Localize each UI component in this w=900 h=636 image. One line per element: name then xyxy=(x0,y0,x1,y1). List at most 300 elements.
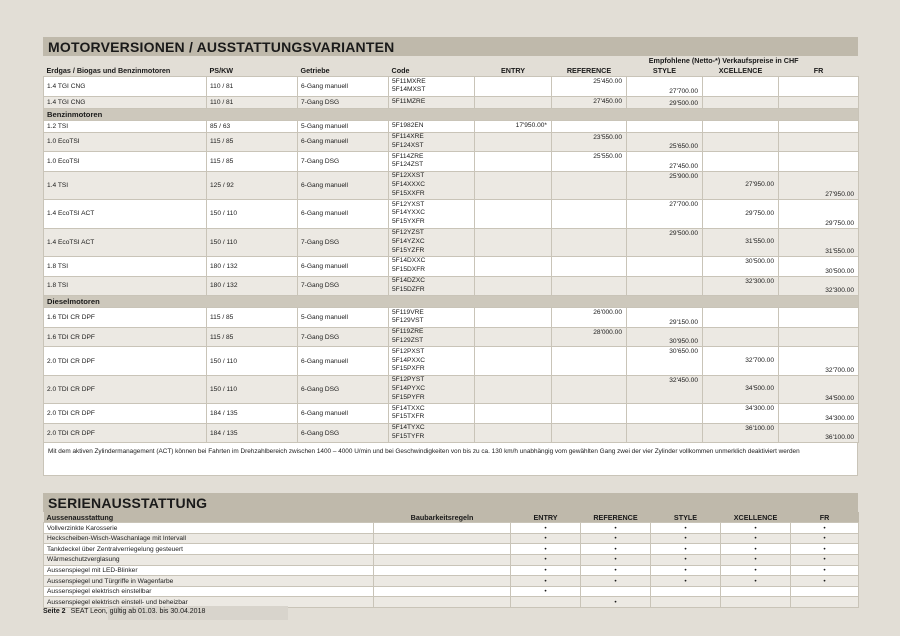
column-header: Erdgas / Biogas und Benzinmotoren xyxy=(44,65,207,77)
model-code: 5F129ZST xyxy=(392,337,424,345)
price-value: 32'700.00 xyxy=(825,366,855,374)
price-xcellence xyxy=(703,132,779,152)
ps-kw: 115 / 85 xyxy=(207,308,298,328)
equipment-row xyxy=(44,533,859,544)
price-reference xyxy=(552,375,627,403)
model-code: 5F114XRE xyxy=(392,133,424,141)
model-code: 5F12PXST xyxy=(392,347,425,355)
code-cell xyxy=(389,77,475,97)
model-code: 5F119VRE xyxy=(392,308,424,316)
column-header: REFERENCE xyxy=(552,65,627,77)
motor-row xyxy=(44,276,859,296)
equipment-rule xyxy=(374,586,511,597)
equipment-column-header: XCELLENCE xyxy=(721,512,791,523)
model-code: 5F14YZXC xyxy=(392,237,425,245)
availability-cell xyxy=(721,586,791,597)
price-fr xyxy=(779,77,859,97)
standard-dot-icon: • xyxy=(614,577,617,585)
equipment-column-header: REFERENCE xyxy=(581,512,651,523)
code-cell xyxy=(389,228,475,256)
price-value: 36'100.00 xyxy=(745,424,774,432)
price-value: 27'700.00 xyxy=(669,87,698,95)
section-title-motorversionen: MOTORVERSIONEN / AUSSTATTUNGSVARIANTEN xyxy=(43,37,858,56)
price-fr xyxy=(779,256,859,276)
price-value: 17'950.00* xyxy=(515,121,547,129)
price-reference xyxy=(552,96,627,108)
column-header: PS/KW xyxy=(207,65,298,77)
footer xyxy=(43,608,205,615)
motor-row xyxy=(44,77,859,97)
ps-kw: 150 / 110 xyxy=(207,200,298,228)
price-xcellence xyxy=(703,308,779,328)
price-value: 27'950.00 xyxy=(825,191,855,199)
motor-row xyxy=(44,228,859,256)
availability-cell xyxy=(791,555,859,566)
price-style xyxy=(627,200,703,228)
group-header-row xyxy=(44,108,859,120)
model-code: 5F14YXXC xyxy=(392,209,425,217)
equipment-row xyxy=(44,523,859,534)
availability-cell xyxy=(511,533,581,544)
motor-name: 1.6 TDI CR DPF xyxy=(44,308,207,328)
availability-cell xyxy=(791,565,859,576)
group-label: Benzinmotoren xyxy=(44,108,859,120)
price-xcellence xyxy=(703,228,779,256)
equipment-rule xyxy=(374,544,511,555)
standard-dot-icon: • xyxy=(684,535,687,543)
price-reference xyxy=(552,327,627,347)
motor-name: 1.2 TSI xyxy=(44,120,207,132)
ps-kw: 125 / 92 xyxy=(207,171,298,199)
price-entry xyxy=(475,347,552,375)
column-header: Getriebe xyxy=(298,65,389,77)
motor-row xyxy=(44,152,859,172)
ps-kw: 115 / 85 xyxy=(207,132,298,152)
model-code: 5F15PYFR xyxy=(392,393,425,401)
price-value: 30'950.00 xyxy=(669,338,698,346)
availability-cell xyxy=(721,555,791,566)
price-value: 27'450.00 xyxy=(669,162,698,170)
price-fr xyxy=(779,96,859,108)
equipment-row xyxy=(44,586,859,597)
price-entry xyxy=(475,96,552,108)
availability-cell xyxy=(791,533,859,544)
price-value: 25'450.00 xyxy=(593,78,622,85)
standard-dot-icon: • xyxy=(754,577,757,585)
ps-kw: 184 / 135 xyxy=(207,423,298,443)
model-code: 5F15TXFR xyxy=(392,413,425,421)
motor-name: 2.0 TDI CR DPF xyxy=(44,404,207,424)
equipment-column-header: STYLE xyxy=(651,512,721,523)
price-style xyxy=(627,327,703,347)
standard-dot-icon: • xyxy=(684,545,687,553)
group-header-row xyxy=(44,296,859,308)
price-fr xyxy=(779,423,859,443)
code-cell xyxy=(389,276,475,296)
availability-cell xyxy=(721,533,791,544)
price-xcellence xyxy=(703,96,779,108)
price-value: 27'700.00 xyxy=(669,201,698,209)
price-reference xyxy=(552,152,627,172)
standard-dot-icon: • xyxy=(823,545,826,553)
price-value: 30'500.00 xyxy=(745,257,774,265)
price-fr xyxy=(779,308,859,328)
standard-dot-icon: • xyxy=(684,577,687,585)
code-cell xyxy=(389,308,475,328)
equipment-column-header: Baubarkeitsregeln xyxy=(374,512,511,523)
code-cell xyxy=(389,256,475,276)
ps-kw: 150 / 110 xyxy=(207,347,298,375)
standard-dot-icon: • xyxy=(614,524,617,532)
standard-dot-icon: • xyxy=(544,566,547,574)
standard-dot-icon: • xyxy=(823,556,826,564)
price-reference xyxy=(552,171,627,199)
motor-price-table xyxy=(43,56,859,443)
price-entry xyxy=(475,375,552,403)
model-code: 5F14PXXC xyxy=(392,356,425,364)
equipment-label: Wärmeschutzverglasung xyxy=(44,555,374,566)
price-value: 32'300.00 xyxy=(745,277,774,285)
availability-cell xyxy=(581,597,651,608)
equipment-rule xyxy=(374,523,511,534)
motor-name: 1.4 TGI CNG xyxy=(44,96,207,108)
motor-row xyxy=(44,171,859,199)
price-value: 31'550.00 xyxy=(745,238,774,246)
standard-dot-icon: • xyxy=(823,577,826,585)
availability-cell xyxy=(651,576,721,587)
price-entry xyxy=(475,200,552,228)
getriebe: 6-Gang manuell xyxy=(298,347,389,375)
ps-kw: 150 / 110 xyxy=(207,228,298,256)
availability-cell xyxy=(791,523,859,534)
availability-cell xyxy=(511,576,581,587)
price-value: 32'300.00 xyxy=(825,287,855,295)
price-fr xyxy=(779,152,859,172)
motor-name: 2.0 TDI CR DPF xyxy=(44,375,207,403)
ps-kw: 115 / 85 xyxy=(207,327,298,347)
price-entry xyxy=(475,256,552,276)
motor-row xyxy=(44,404,859,424)
ps-kw: 110 / 81 xyxy=(207,77,298,97)
getriebe: 6-Gang DSG xyxy=(298,423,389,443)
price-value: 25'900.00 xyxy=(669,172,698,180)
availability-cell xyxy=(511,597,581,608)
standard-dot-icon: • xyxy=(754,524,757,532)
price-xcellence xyxy=(703,200,779,228)
model-code: 5F15DZFR xyxy=(392,285,425,293)
price-value: 32'450.00 xyxy=(669,376,698,384)
motor-row xyxy=(44,327,859,347)
motor-name: 1.4 TGI CNG xyxy=(44,77,207,97)
model-code: 5F14DXXC xyxy=(392,257,426,265)
standard-dot-icon: • xyxy=(823,524,826,532)
model-code: 5F12PYST xyxy=(392,376,425,384)
price-style xyxy=(627,256,703,276)
price-value: 23'550.00 xyxy=(593,133,622,141)
model-code: 5F15DXFR xyxy=(392,266,425,274)
page-number: Seite 2 xyxy=(43,608,66,615)
model-code: 5F12YXST xyxy=(392,200,425,208)
model-code: 5F14PYXC xyxy=(392,385,425,393)
getriebe: 6-Gang manuell xyxy=(298,171,389,199)
getriebe: 6-Gang manuell xyxy=(298,200,389,228)
price-fr xyxy=(779,171,859,199)
availability-cell xyxy=(791,576,859,587)
code-cell xyxy=(389,404,475,424)
getriebe: 6-Gang manuell xyxy=(298,132,389,152)
model-code: 5F14MXST xyxy=(392,86,426,94)
motor-row xyxy=(44,132,859,152)
equipment-column-header: ENTRY xyxy=(511,512,581,523)
motor-name: 1.0 EcoTSI xyxy=(44,152,207,172)
column-header: Code xyxy=(389,65,475,77)
price-fr xyxy=(779,375,859,403)
standard-dot-icon: • xyxy=(754,535,757,543)
availability-cell xyxy=(511,586,581,597)
motor-name: 1.8 TSI xyxy=(44,276,207,296)
motor-name: 1.4 TSI xyxy=(44,171,207,199)
price-value: 34'500.00 xyxy=(825,395,855,403)
price-value: 30'650.00 xyxy=(669,348,698,356)
code-cell xyxy=(389,120,475,132)
motor-row xyxy=(44,120,859,132)
standard-dot-icon: • xyxy=(544,535,547,543)
price-reference xyxy=(552,347,627,375)
getriebe: 6-Gang manuell xyxy=(298,404,389,424)
model-code: 5F15YZFR xyxy=(392,246,425,254)
standard-dot-icon: • xyxy=(544,577,547,585)
price-value: 31'550.00 xyxy=(825,247,855,255)
standard-dot-icon: • xyxy=(544,588,547,596)
availability-cell xyxy=(511,565,581,576)
model-code: 5F129VST xyxy=(392,317,424,325)
motor-row xyxy=(44,256,859,276)
getriebe: 7-Gang DSG xyxy=(298,276,389,296)
standard-dot-icon: • xyxy=(823,566,826,574)
getriebe: 5-Gang manuell xyxy=(298,120,389,132)
equipment-label: Tankdeckel über Zentralverriegelung gesteuert xyxy=(44,544,374,555)
price-value: 26'000.00 xyxy=(593,309,622,317)
standard-dot-icon: • xyxy=(684,556,687,564)
availability-cell xyxy=(791,544,859,555)
price-value: 29'150.00 xyxy=(669,318,698,326)
standard-dot-icon: • xyxy=(614,535,617,543)
standard-dot-icon: • xyxy=(614,566,617,574)
price-value: 29'500.00 xyxy=(669,229,698,237)
code-cell xyxy=(389,375,475,403)
price-fr xyxy=(779,132,859,152)
ps-kw: 184 / 135 xyxy=(207,404,298,424)
price-reference xyxy=(552,200,627,228)
price-value: 25'650.00 xyxy=(669,143,698,151)
availability-cell xyxy=(511,555,581,566)
model-code: 5F15PXFR xyxy=(392,365,425,373)
model-code: 5F12YZST xyxy=(392,229,424,237)
availability-cell xyxy=(581,576,651,587)
availability-cell xyxy=(511,544,581,555)
getriebe: 6-Gang manuell xyxy=(298,77,389,97)
getriebe: 5-Gang manuell xyxy=(298,308,389,328)
motor-name: 1.4 EcoTSI ACT xyxy=(44,228,207,256)
code-cell xyxy=(389,96,475,108)
standard-dot-icon: • xyxy=(614,545,617,553)
availability-cell xyxy=(511,523,581,534)
motor-row xyxy=(44,347,859,375)
price-entry xyxy=(475,132,552,152)
availability-cell xyxy=(721,565,791,576)
motor-row xyxy=(44,96,859,108)
equipment-label: Heckscheiben-Wisch-Waschanlage mit Intervall xyxy=(44,533,374,544)
price-style xyxy=(627,228,703,256)
section-title-serienausstattung: SERIENAUSSTATTUNG xyxy=(43,493,858,512)
availability-cell xyxy=(581,555,651,566)
price-xcellence xyxy=(703,171,779,199)
availability-cell xyxy=(651,565,721,576)
price-style xyxy=(627,423,703,443)
equipment-row xyxy=(44,565,859,576)
price-reference xyxy=(552,120,627,132)
price-reference xyxy=(552,308,627,328)
motor-name: 2.0 TDI CR DPF xyxy=(44,423,207,443)
availability-cell xyxy=(651,597,721,608)
equipment-row xyxy=(44,555,859,566)
availability-cell xyxy=(721,523,791,534)
price-value: 34'500.00 xyxy=(745,385,774,393)
availability-cell xyxy=(581,523,651,534)
availability-cell xyxy=(581,586,651,597)
availability-cell xyxy=(651,523,721,534)
column-header: XCELLENCE xyxy=(703,65,779,77)
code-cell xyxy=(389,423,475,443)
standard-dot-icon: • xyxy=(754,556,757,564)
price-header: Empfohlene (Netto-*) Verkaufspreise in CHF xyxy=(475,56,859,65)
ps-kw: 85 / 63 xyxy=(207,120,298,132)
price-xcellence xyxy=(703,152,779,172)
ps-kw: 180 / 132 xyxy=(207,256,298,276)
ps-kw: 180 / 132 xyxy=(207,276,298,296)
price-style xyxy=(627,276,703,296)
availability-cell xyxy=(581,544,651,555)
price-style xyxy=(627,120,703,132)
footer-validity: SEAT Leon, gültig ab 01.03. bis 30.04.2018 xyxy=(70,608,206,615)
price-style xyxy=(627,96,703,108)
code-cell xyxy=(389,152,475,172)
column-header: ENTRY xyxy=(475,65,552,77)
availability-cell xyxy=(651,586,721,597)
equipment-row xyxy=(44,576,859,587)
price-xcellence xyxy=(703,404,779,424)
group-label: Dieselmotoren xyxy=(44,296,859,308)
price-value: 25'550.00 xyxy=(593,153,622,161)
act-footnote: Mit dem aktiven Zylindermanagement (ACT) können bei Fahrten im Drehzahlbereich zwischen 1400 – 4000 U/min und bei Geschwindigkeiten von bis zu ca. 130 km/h unabhängig vom gewählten Gang zwei der vier Zylinder vollkommen unmerklich deaktiviert werden xyxy=(43,443,858,476)
price-entry xyxy=(475,423,552,443)
standard-dot-icon: • xyxy=(614,556,617,564)
price-entry xyxy=(475,404,552,424)
price-fr xyxy=(779,276,859,296)
price-xcellence xyxy=(703,256,779,276)
price-value: 36'100.00 xyxy=(825,434,855,442)
code-cell xyxy=(389,327,475,347)
model-code: 5F119ZRE xyxy=(392,328,424,336)
getriebe: 7-Gang DSG xyxy=(298,327,389,347)
getriebe: 7-Gang DSG xyxy=(298,96,389,108)
price-reference xyxy=(552,404,627,424)
price-entry xyxy=(475,276,552,296)
price-value: 29'750.00 xyxy=(745,209,774,217)
price-xcellence xyxy=(703,120,779,132)
equipment-column-header: Aussenausstattung xyxy=(44,512,374,523)
equipment-rule xyxy=(374,533,511,544)
model-code: 5F1982EN xyxy=(392,121,424,129)
price-style xyxy=(627,77,703,97)
model-code: 5F14DZXC xyxy=(392,277,425,285)
getriebe: 6-Gang DSG xyxy=(298,375,389,403)
motor-name: 1.0 EcoTSI xyxy=(44,132,207,152)
price-style xyxy=(627,132,703,152)
availability-cell xyxy=(651,533,721,544)
price-xcellence xyxy=(703,276,779,296)
model-code: 5F14TXXC xyxy=(392,404,425,412)
equipment-label: Aussenspiegel elektrisch einstell- und beheizbar xyxy=(44,597,374,608)
model-code: 5F124ZST xyxy=(392,161,424,169)
price-xcellence xyxy=(703,327,779,347)
equipment-label: Aussenspiegel und Türgriffe in Wagenfarbe xyxy=(44,576,374,587)
code-cell xyxy=(389,200,475,228)
standard-dot-icon: • xyxy=(544,556,547,564)
price-value: 34'300.00 xyxy=(825,414,855,422)
price-reference xyxy=(552,276,627,296)
availability-cell xyxy=(791,586,859,597)
price-value: 34'300.00 xyxy=(745,405,774,413)
getriebe: 7-Gang DSG xyxy=(298,228,389,256)
motor-name: 1.6 TDI CR DPF xyxy=(44,327,207,347)
equipment-label: Aussenspiegel mit LED-Blinker xyxy=(44,565,374,576)
price-xcellence xyxy=(703,375,779,403)
motor-name: 1.8 TSI xyxy=(44,256,207,276)
price-style xyxy=(627,375,703,403)
model-code: 5F14XXXC xyxy=(392,181,425,189)
model-code: 5F15XXFR xyxy=(392,189,425,197)
standard-dot-icon: • xyxy=(544,545,547,553)
ps-kw: 110 / 81 xyxy=(207,96,298,108)
availability-cell xyxy=(721,597,791,608)
motor-row xyxy=(44,423,859,443)
getriebe: 6-Gang manuell xyxy=(298,256,389,276)
price-entry xyxy=(475,120,552,132)
price-style xyxy=(627,308,703,328)
column-header: STYLE xyxy=(627,65,703,77)
standard-dot-icon: • xyxy=(754,566,757,574)
price-fr xyxy=(779,228,859,256)
motor-row xyxy=(44,308,859,328)
availability-cell xyxy=(651,544,721,555)
price-fr xyxy=(779,327,859,347)
equipment-rule xyxy=(374,565,511,576)
model-code: 5F15YXFR xyxy=(392,218,425,226)
code-cell xyxy=(389,347,475,375)
price-reference xyxy=(552,132,627,152)
price-value: 27'450.00 xyxy=(593,97,622,105)
equipment-label: Aussenspiegel elektrisch einstellbar xyxy=(44,586,374,597)
model-code: 5F12XXST xyxy=(392,172,425,180)
price-value: 27'950.00 xyxy=(745,181,774,189)
price-reference xyxy=(552,228,627,256)
price-reference xyxy=(552,423,627,443)
code-cell xyxy=(389,132,475,152)
model-code: 5F124XST xyxy=(392,141,424,149)
availability-cell xyxy=(791,597,859,608)
price-style xyxy=(627,404,703,424)
